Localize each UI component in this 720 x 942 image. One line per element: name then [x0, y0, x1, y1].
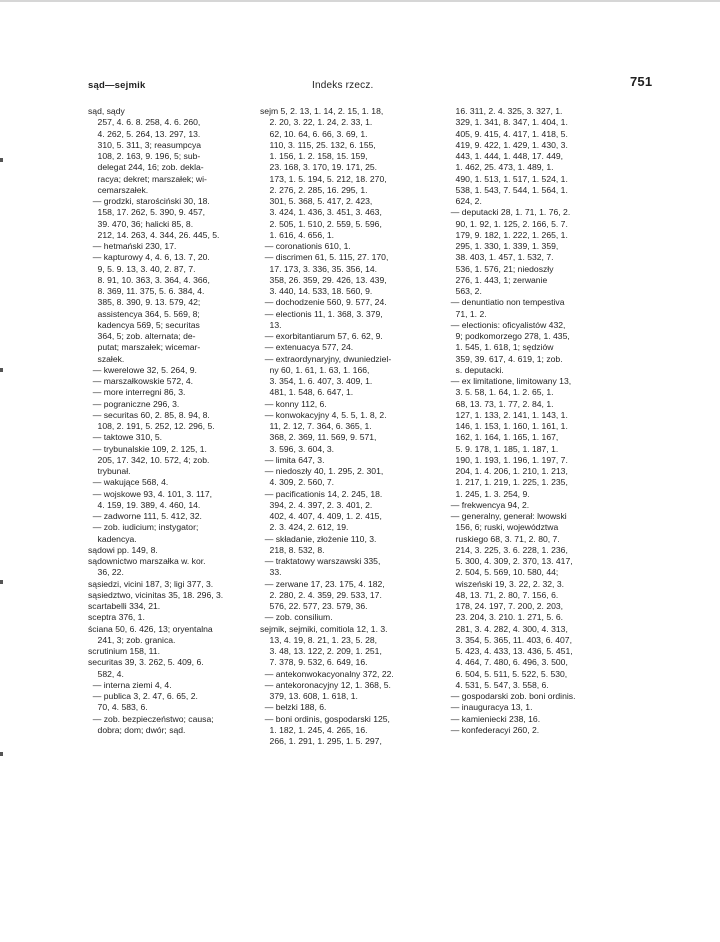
index-line: 576, 22. 577, 23. 579, 36. [260, 601, 368, 611]
index-line: sceptra 376, 1. [88, 612, 145, 623]
index-line: 385, 8. 390, 9. 13. 579, 42; [88, 297, 201, 308]
index-line: 4. 309, 2. 560, 7. [260, 477, 335, 488]
index-line: 6. 504, 5. 511, 5. 522, 5. 530, [446, 668, 568, 679]
index-line: 1. 545, 1. 618, 1; sędziów [446, 342, 554, 353]
index-line: 2. 276, 2. 285, 16. 295, 1. [260, 184, 368, 195]
running-head-left: sąd—sejmik [88, 80, 146, 91]
index-line: 3. 5. 58, 1. 64, 1. 2. 65, 1. [446, 387, 554, 398]
index-line: — grodzki, starościński 30, 18. [88, 196, 210, 206]
index-line: 368, 2. 369, 11. 569, 9. 571, [260, 432, 377, 443]
index-line: kadencya 569, 5; securitas [88, 319, 200, 330]
index-line: racya; dekret; marszałek; wi- [88, 173, 207, 184]
index-line: 257, 4. 6. 8. 258, 4. 6. 260, [88, 117, 201, 128]
scan-margin-mark [0, 752, 3, 756]
index-line: 4. 159, 19. 389, 4. 460, 14. [88, 499, 201, 510]
index-line: 7. 378, 9. 532, 6. 649, 16. [260, 657, 368, 668]
index-line: 90, 1. 92, 1. 125, 2. 166, 5. 7. [446, 218, 568, 229]
index-line: 3. 440, 14. 533, 18. 560, 9. [260, 286, 373, 296]
index-line: — extraordynaryjny, dwuniedziel- [260, 353, 392, 364]
index-line: securitas 39, 3. 262, 5. 409, 6. [88, 657, 204, 668]
index-line: 110, 3. 115, 25. 132, 6. 155, [260, 139, 376, 150]
index-line: 68, 13. 73, 1. 77, 2. 84, 1. [446, 398, 554, 409]
index-line: 359, 39. 617, 4. 619, 1; zob. [446, 353, 563, 364]
index-line: 214, 3. 225, 3. 6. 228, 1. 236, [446, 544, 568, 555]
index-line: 1. 156, 1. 2. 158, 15. 159, [260, 151, 368, 161]
index-line: 23. 204, 3. 210. 1. 271, 5. 6. [446, 612, 564, 623]
index-line: 1. 217, 1. 219, 1. 225, 1. 235, [446, 477, 568, 488]
index-line: — kapturowy 4, 4. 6, 13. 7, 20. [88, 252, 210, 263]
index-line: 266, 1. 291, 1. 295, 1. 5. 297, [260, 736, 382, 746]
index-line: 281, 3. 4. 282, 4. 300, 4. 313, [446, 623, 568, 634]
index-line: sąsiedztwo, vicinitas 35, 18. 296, 3. [88, 589, 224, 600]
index-line: — konny 112, 6. [260, 398, 327, 409]
index-line: — zob. consilium. [260, 612, 333, 623]
index-line: 36, 22. [88, 567, 124, 578]
index-line: — zadworne 111, 5. 412, 32. [88, 511, 202, 521]
index-line: wiszeński 19, 3. 22, 2. 32, 3. [446, 578, 564, 589]
index-line: — marszałkowskie 572, 4. [88, 376, 194, 386]
index-line: 190, 1. 193, 1. 196, 1. 197, 7. [446, 454, 568, 465]
index-line: — bełzki 188, 6. [260, 702, 327, 713]
index-line: ruskiego 68, 3. 71, 2. 80, 7. [446, 533, 560, 544]
index-line: 5. 9. 178, 1. 185, 1. 187, 1. [446, 443, 559, 454]
index-line: 276, 1. 443, 1; zerwanie [446, 274, 548, 285]
index-line: — taktowe 310, 5. [88, 432, 163, 443]
index-line: sąsiedzi, vicini 187, 3; ligi 377, 3. [88, 578, 214, 589]
index-line: 178, 24. 197, 7. 200, 2. 203, [446, 601, 564, 611]
index-line: scrutinium 158, 11. [88, 646, 160, 656]
index-line: 5. 423, 4. 433, 13. 436, 5. 451, [446, 646, 573, 656]
page-number: 751 [630, 74, 653, 89]
index-line: 13, 4. 19, 8. 21, 1. 23, 5. 28, [260, 634, 378, 645]
index-line: 179, 9. 182, 1. 222, 1. 265, 1. [446, 229, 568, 240]
index-column-3 [446, 106, 616, 736]
index-line: 127, 1. 133, 2. 141, 1. 143, 1. [446, 409, 568, 420]
index-line: 108, 2. 163, 9. 196, 5; sub- [88, 151, 201, 161]
index-line: 212, 14. 263, 4. 344, 26. 445, 5. [88, 229, 220, 240]
index-line: 70, 4. 583, 6. [88, 702, 148, 713]
index-line: sejm 5, 2. 13, 1. 14, 2. 15, 1. 18, [260, 106, 384, 116]
index-line: 310, 5. 311, 3; reasumpcya [88, 139, 202, 150]
index-line: 218, 8. 532, 8. [260, 544, 325, 555]
index-line: 1. 616, 4. 656, 1. [260, 229, 335, 240]
index-line: — deputacki 28, 1. 71, 1. 76, 2. [446, 207, 571, 218]
index-line: — zerwane 17, 23. 175, 4. 182, [260, 578, 385, 589]
index-line: — wojskowe 93, 4. 101, 3. 117, [88, 488, 213, 499]
index-line: 48, 13. 71, 2. 80, 7. 156, 6. [446, 589, 559, 600]
index-line: 3. 354, 5. 365, 11. 403, 6. 407, [446, 634, 572, 645]
index-line: 158, 17. 262, 5. 390, 9. 457, [88, 207, 206, 218]
index-line: 3. 354, 1. 6. 407, 3. 409, 1. [260, 376, 373, 386]
index-line: 62, 10. 64, 6. 66, 3. 69, 1. [260, 128, 368, 139]
index-line: 173, 1. 5. 194, 5. 212, 18. 270, [260, 173, 387, 184]
index-line: 4. 262, 5. 264, 13. 297, 13. [88, 128, 201, 139]
index-line: 8. 369, 11. 375, 5. 6. 384, 4. [88, 286, 205, 296]
index-line: trybunał. [88, 466, 131, 476]
index-line: 241, 3; zob. granica. [88, 634, 176, 645]
index-line: kadencya. [88, 533, 137, 544]
index-line: — kwerelowe 32, 5. 264, 9. [88, 364, 197, 375]
index-line: — zob. bezpieczeństwo; causa; [88, 713, 214, 724]
index-line: — electionis 11, 1. 368, 3. 379, [260, 308, 383, 319]
index-line: — niedoszły 40, 1. 295, 2. 301, [260, 466, 384, 476]
index-line: cemarszałek. [88, 184, 149, 195]
index-line: delegat 244, 16; zob. dekla- [88, 162, 204, 173]
index-line: — frekwencya 94, 2. [446, 499, 530, 510]
index-line: sądowi pp. 149, 8. [88, 544, 158, 555]
index-line: 490, 1. 513, 1. 517, 1. 524, 1. [446, 173, 568, 184]
index-line: sejmik, sejmiki, comitiola 12, 1. 3. [260, 623, 388, 634]
index-line: — konfederacyi 260, 2. [446, 724, 540, 735]
index-line: 3. 596, 3. 604, 3. [260, 443, 335, 454]
index-line: ściana 50, 6. 426, 13; oryentalna [88, 623, 213, 634]
index-line: 2. 20, 3. 22, 1. 24, 2. 33, 1. [260, 117, 373, 128]
index-line: 13. [260, 319, 282, 330]
scan-margin-mark [0, 158, 3, 162]
index-line: sądownictwo marszałka w. kor. [88, 556, 206, 566]
index-line: — exorbitantiarum 57, 6. 62, 9. [260, 331, 383, 341]
index-line: 39. 470, 36; halicki 85, 8. [88, 218, 194, 229]
index-line: — extenuacya 577, 24. [260, 342, 354, 353]
index-line: ny 60, 1. 61, 1. 63, 1. 166, [260, 364, 370, 375]
index-line: — electionis: oficyalistów 432, [446, 319, 566, 330]
index-line: 33. [260, 567, 282, 578]
index-line: 11, 2. 12, 7. 364, 6. 365, 1. [260, 421, 372, 431]
index-line: 1. 182, 1. 245, 4. 265, 16. [260, 724, 368, 735]
index-line: 205, 17. 342, 10. 572, 4; zob. [88, 454, 210, 465]
index-line: — boni ordinis, gospodarski 125, [260, 713, 390, 724]
index-line: — denuntiatio non tempestiva [446, 297, 565, 308]
index-line: 8. 91, 10. 363, 3. 364, 4. 366, [88, 274, 210, 285]
index-line: 379, 13. 608, 1. 618, 1. [260, 691, 358, 701]
index-line: scartabelli 334, 21. [88, 601, 161, 611]
index-line: — zob. iudicium; instygator; [88, 522, 199, 533]
index-line: dobra; dom; dwór; sąd. [88, 724, 186, 735]
index-line: — more interregni 86, 3. [88, 387, 186, 398]
index-line: — generalny, generał: lwowski [446, 511, 567, 521]
index-line: — discrimen 61, 5. 115, 27. 170, [260, 252, 389, 263]
index-line: 23. 168, 3. 170, 19. 171, 25. [260, 162, 378, 173]
index-line: — trybunalskie 109, 2. 125, 1. [88, 443, 207, 454]
index-line: — publica 3, 2. 47, 6. 65, 2. [88, 691, 198, 701]
index-line: — limita 647, 3. [260, 454, 325, 465]
index-line: 162, 1. 164, 1. 165, 1. 167, [446, 432, 559, 443]
index-line: 481, 1. 548, 6. 647, 1. [260, 387, 354, 398]
index-line: 1. 245, 1. 3. 254, 9. [446, 488, 530, 499]
index-line: 4. 464, 7. 480, 6. 496, 3. 500, [446, 657, 568, 668]
index-line: 563, 2. [446, 286, 482, 296]
index-line: 156, 6; ruski, województwa [446, 522, 559, 533]
index-line: — coronationis 610, 1. [260, 241, 351, 251]
index-line: s. deputacki. [446, 364, 504, 375]
running-head-center: Indeks rzecz. [312, 80, 374, 91]
index-line: 394, 2. 4. 397, 2. 3. 401, 2. [260, 499, 373, 510]
index-line: 3. 424, 1. 436, 3. 451, 3. 463, [260, 207, 382, 218]
index-line: — interna ziemi 4, 4. [88, 679, 172, 690]
index-line: — hetmański 230, 17. [88, 241, 177, 251]
index-line: 364, 5; zob. alternata; de- [88, 331, 196, 341]
index-line: — inauguracya 13, 1. [446, 702, 533, 713]
index-line: assistencya 364, 5. 569, 8; [88, 308, 200, 319]
scan-margin-mark [0, 580, 3, 584]
index-line: 17. 173, 3. 336, 35. 356, 14. [260, 263, 378, 274]
index-line: 2. 505, 1. 510, 2. 559, 5. 596, [260, 218, 382, 229]
index-line: 2. 504, 5. 569, 10. 580, 44; [446, 567, 559, 578]
index-line: 71, 1. 2. [446, 308, 487, 319]
index-line: — traktatowy warszawski 335, [260, 556, 381, 566]
index-line: 2. 280, 2. 4. 359, 29. 533, 17. [260, 589, 382, 600]
index-line: 536, 1. 576, 21; niedoszły [446, 263, 554, 274]
index-line: — kamieniecki 238, 16. [446, 713, 541, 724]
index-line: 443, 1. 444, 1. 448, 17. 449, [446, 151, 564, 161]
index-line: — securitas 60, 2. 85, 8. 94, 8. [88, 409, 210, 420]
index-line: 301, 5. 368, 5. 417, 2. 423, [260, 196, 373, 206]
index-line: 16. 311, 2. 4. 325, 3. 327, 1. [446, 106, 563, 116]
index-line: 402, 4. 407, 4. 409, 1. 2. 415, [260, 511, 382, 521]
index-line: — składanie, złożenie 110, 3. [260, 533, 377, 544]
index-line: 405, 9. 415, 4. 417, 1. 418, 5. [446, 128, 568, 139]
index-line: — dochodzenie 560, 9. 577, 24. [260, 297, 387, 308]
scan-top-edge [0, 0, 720, 2]
index-line: putat; marszałek; wicemar- [88, 342, 201, 353]
index-line: 4. 531, 5. 547, 3. 558, 6. [446, 679, 549, 690]
index-line: — pograniczne 296, 3. [88, 398, 180, 409]
scan-margin-mark [0, 368, 3, 372]
index-line: — wakujące 568, 4. [88, 477, 169, 488]
index-line: 3. 48, 13. 122, 2. 209, 1. 251, [260, 646, 382, 656]
index-line: — pacificationis 14, 2. 245, 18. [260, 488, 383, 499]
index-line: sąd, sądy [88, 106, 125, 116]
index-line: 146, 1. 153, 1. 160, 1. 161, 1. [446, 421, 568, 431]
index-line: 38. 403, 1. 457, 1. 532, 7. [446, 252, 554, 263]
index-line: 9; podkomorzego 278, 1. 435, [446, 331, 570, 341]
index-line: 5. 300, 4. 309, 2. 370, 13. 417, [446, 556, 573, 566]
index-line: 1. 462, 25. 473, 1. 489, 1. [446, 162, 554, 173]
index-line: — ex limitatione, limitowany 13, [446, 376, 572, 386]
index-line: 204, 1. 4. 206, 1. 210, 1. 213, [446, 466, 568, 476]
index-line: — konwokacyjny 4, 5. 5, 1. 8, 2. [260, 409, 387, 420]
index-line: 108, 2. 191, 5. 252, 12. 296, 5. [88, 421, 215, 431]
index-line: szałek. [88, 353, 125, 364]
index-column-2 [260, 106, 430, 747]
index-column-1 [88, 106, 256, 736]
index-line: — gospodarski zob. boni ordinis. [446, 691, 576, 701]
index-line: — antekonwokacyonalny 372, 22. [260, 668, 394, 679]
index-line: 358, 26. 359, 29. 426, 13. 439, [260, 274, 387, 285]
index-line: 2. 3. 424, 2. 612, 19. [260, 522, 349, 533]
index-line: 582, 4. [88, 668, 124, 679]
index-line: — antekoronacyjny 12, 1. 368, 5. [260, 679, 391, 690]
index-line: 295, 1. 330, 1. 339, 1. 359, [446, 241, 559, 251]
index-line: 624, 2. [446, 196, 482, 206]
index-line: 9, 5. 9. 13, 3. 40, 2. 87, 7. [88, 263, 196, 274]
index-line: 419, 9. 422, 1. 429, 1. 430, 3. [446, 139, 568, 150]
index-line: 538, 1. 543, 7. 544, 1. 564, 1. [446, 184, 568, 195]
index-line: 329, 1. 341, 8. 347, 1. 404, 1. [446, 117, 568, 128]
